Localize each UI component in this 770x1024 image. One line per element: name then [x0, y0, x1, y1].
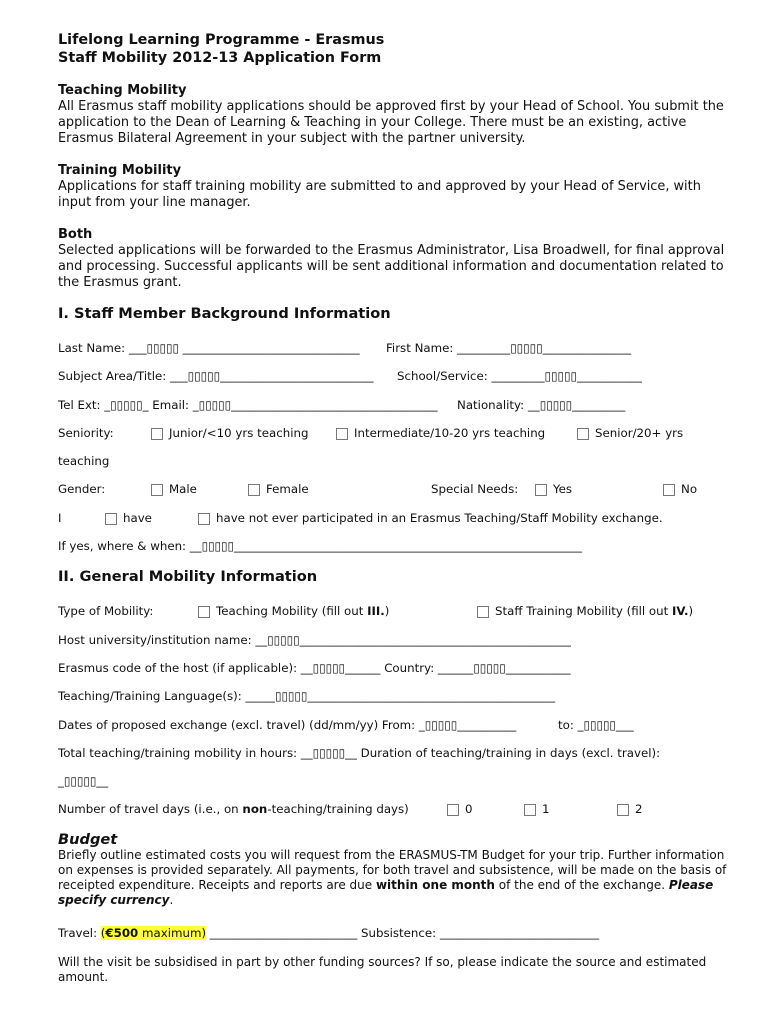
- dates-to-field[interactable]: to: _▯▯▯▯▯___: [558, 717, 634, 732]
- teaching-mobility-heading: Teaching Mobility: [58, 83, 187, 98]
- gender-label: Gender:: [58, 482, 106, 497]
- teaching-mobility-text: All Erasmus staff mobility applications should be approved first by your Head of School. You submit the application to the Dean of Learning & Teaching in your College. There must be an existing, active Erasmus Bilateral Agreement in your subject with the partner university.: [58, 99, 724, 146]
- section-2-heading: II. General Mobility Information: [58, 568, 318, 586]
- if-yes-field[interactable]: If yes, where & when: __▯▯▯▯▯___________________________________________________________: [58, 539, 583, 554]
- if-yes-row: [58, 532, 738, 560]
- other-funding-question: Will the visit be subsidised in part by other funding sources? If so, please indicate the source and estimated amount.: [58, 954, 707, 984]
- seniority-junior-option[interactable]: Junior/<10 yrs teaching: [151, 419, 308, 447]
- subject-row: [58, 362, 738, 390]
- subsistence-field[interactable]: Subsistence: ___________________________: [361, 925, 600, 940]
- seniority-label: Seniority:: [58, 425, 114, 440]
- checkbox[interactable]: [577, 428, 589, 440]
- type-row: [58, 597, 738, 625]
- checkbox[interactable]: [447, 804, 459, 816]
- school-service-field[interactable]: School/Service: _________▯▯▯▯▯___________: [397, 369, 642, 384]
- name-row: [58, 334, 738, 362]
- language-row: [58, 682, 738, 710]
- travel-days-row: [58, 795, 738, 823]
- tel-email-field[interactable]: Tel Ext: _▯▯▯▯▯_ Email: _▯▯▯▯▯___________________________________: [58, 397, 438, 412]
- days-row: [58, 767, 738, 795]
- training-mobility-text: Applications for staff training mobility are submitted to and approved by your Head of Service, with input from your line manager.: [58, 179, 701, 210]
- erasmus-code-row: [58, 654, 738, 682]
- checkbox[interactable]: [524, 804, 536, 816]
- last-name-field[interactable]: Last Name: ___▯▯▯▯▯ ______________________________: [58, 341, 360, 355]
- seniority-intermediate-option[interactable]: Intermediate/10-20 yrs teaching: [336, 419, 545, 447]
- dates-row: [58, 711, 738, 739]
- application-form: [58, 31, 738, 985]
- seniority-wrap-row: [58, 447, 738, 475]
- checkbox[interactable]: [336, 428, 348, 440]
- checkbox[interactable]: [477, 606, 489, 618]
- checkbox[interactable]: [151, 484, 163, 496]
- both-text: Selected applications will be forwarded to the Erasmus Administrator, Lisa Broadwell, for final approval and processing. Successful applicants will be sent additional information and documentation related to the Erasmus grant.: [58, 243, 725, 290]
- type-teaching-option[interactable]: Teaching Mobility (fill out III.): [198, 597, 389, 625]
- participation-row: [58, 504, 738, 532]
- participation-prefix: I: [58, 510, 62, 525]
- travel-row: [58, 925, 738, 941]
- erasmus-code-field[interactable]: Erasmus code of the host (if applicable): __▯▯▯▯▯______ Country: ______▯▯▯▯▯___________: [58, 660, 571, 675]
- checkbox[interactable]: [248, 484, 260, 496]
- travel-label: Travel:: [58, 925, 101, 940]
- participation-have-not-option[interactable]: have not ever participated in an Erasmus Teaching/Staff Mobility exchange.: [198, 504, 663, 532]
- seniority-wrap-text: teaching: [58, 454, 110, 469]
- hours-field[interactable]: Total teaching/training mobility in hours: __▯▯▯▯▯__ Duration of teaching/training in days (excl. travel):: [58, 745, 661, 760]
- participation-have-option[interactable]: have: [105, 504, 152, 532]
- hours-row: [58, 739, 738, 767]
- dates-from-field[interactable]: Dates of proposed exchange (excl. travel) (dd/mm/yy) From: _▯▯▯▯▯__________: [58, 717, 517, 732]
- checkbox[interactable]: [151, 428, 163, 440]
- gender-male-option[interactable]: Male: [151, 475, 197, 503]
- host-name-field[interactable]: Host university/institution name: __▯▯▯▯▯______________________________________________: [58, 632, 571, 647]
- special-needs-no-option[interactable]: No: [663, 475, 697, 503]
- contact-row: [58, 391, 738, 419]
- type-training-option[interactable]: Staff Training Mobility (fill out IV.): [477, 597, 693, 625]
- special-needs-label: Special Needs:: [431, 482, 519, 497]
- checkbox[interactable]: [198, 606, 210, 618]
- travel-days-label: Number of travel days (i.e., on non-teaching/training days): [58, 802, 409, 817]
- title-line-1: Lifelong Learning Programme - Erasmus: [58, 32, 385, 48]
- gender-row: [58, 475, 738, 503]
- form-title: [58, 31, 738, 67]
- subject-area-field[interactable]: Subject Area/Title: ___▯▯▯▯▯__________________________: [58, 369, 374, 384]
- type-label: Type of Mobility:: [58, 604, 154, 619]
- language-field[interactable]: Teaching/Training Language(s): _____▯▯▯▯▯__________________________________________: [58, 689, 556, 704]
- training-mobility-heading: Training Mobility: [58, 163, 182, 178]
- travel-field[interactable]: _________________________: [206, 925, 358, 940]
- gender-female-option[interactable]: Female: [248, 475, 309, 503]
- special-needs-yes-option[interactable]: Yes: [535, 475, 572, 503]
- both-heading: Both: [58, 227, 93, 242]
- days-field[interactable]: _▯▯▯▯▯__: [58, 774, 109, 789]
- first-name-field[interactable]: First Name: _________▯▯▯▯▯_______________: [386, 341, 632, 355]
- nationality-field[interactable]: Nationality: __▯▯▯▯▯_________: [457, 397, 626, 412]
- checkbox[interactable]: [105, 513, 117, 525]
- travel-days-2-option[interactable]: 2: [617, 795, 643, 823]
- budget-text: Briefly outline estimated costs you will request from the ERASMUS-TM Budget for your trip. Further information on expenses is provided separately. All payments, for both travel and subsistence, will be made on the basis of receipted expenditure. Receipts and reports are due within one month of the end of the exchange. Please specify currency.: [58, 847, 727, 907]
- travel-days-1-option[interactable]: 1: [524, 795, 550, 823]
- checkbox[interactable]: [663, 484, 675, 496]
- budget-heading: Budget: [58, 830, 118, 848]
- checkbox[interactable]: [198, 513, 210, 525]
- host-row: [58, 626, 738, 654]
- seniority-row: [58, 419, 738, 447]
- checkbox[interactable]: [617, 804, 629, 816]
- section-1-heading: I. Staff Member Background Information: [58, 305, 391, 322]
- travel-max-highlight: (€500 maximum): [100, 925, 207, 940]
- checkbox[interactable]: [535, 484, 547, 496]
- title-line-2: Staff Mobility 2012-13 Application Form: [58, 50, 382, 66]
- travel-days-0-option[interactable]: 0: [447, 795, 473, 823]
- seniority-senior-option[interactable]: Senior/20+ yrs: [577, 419, 683, 447]
